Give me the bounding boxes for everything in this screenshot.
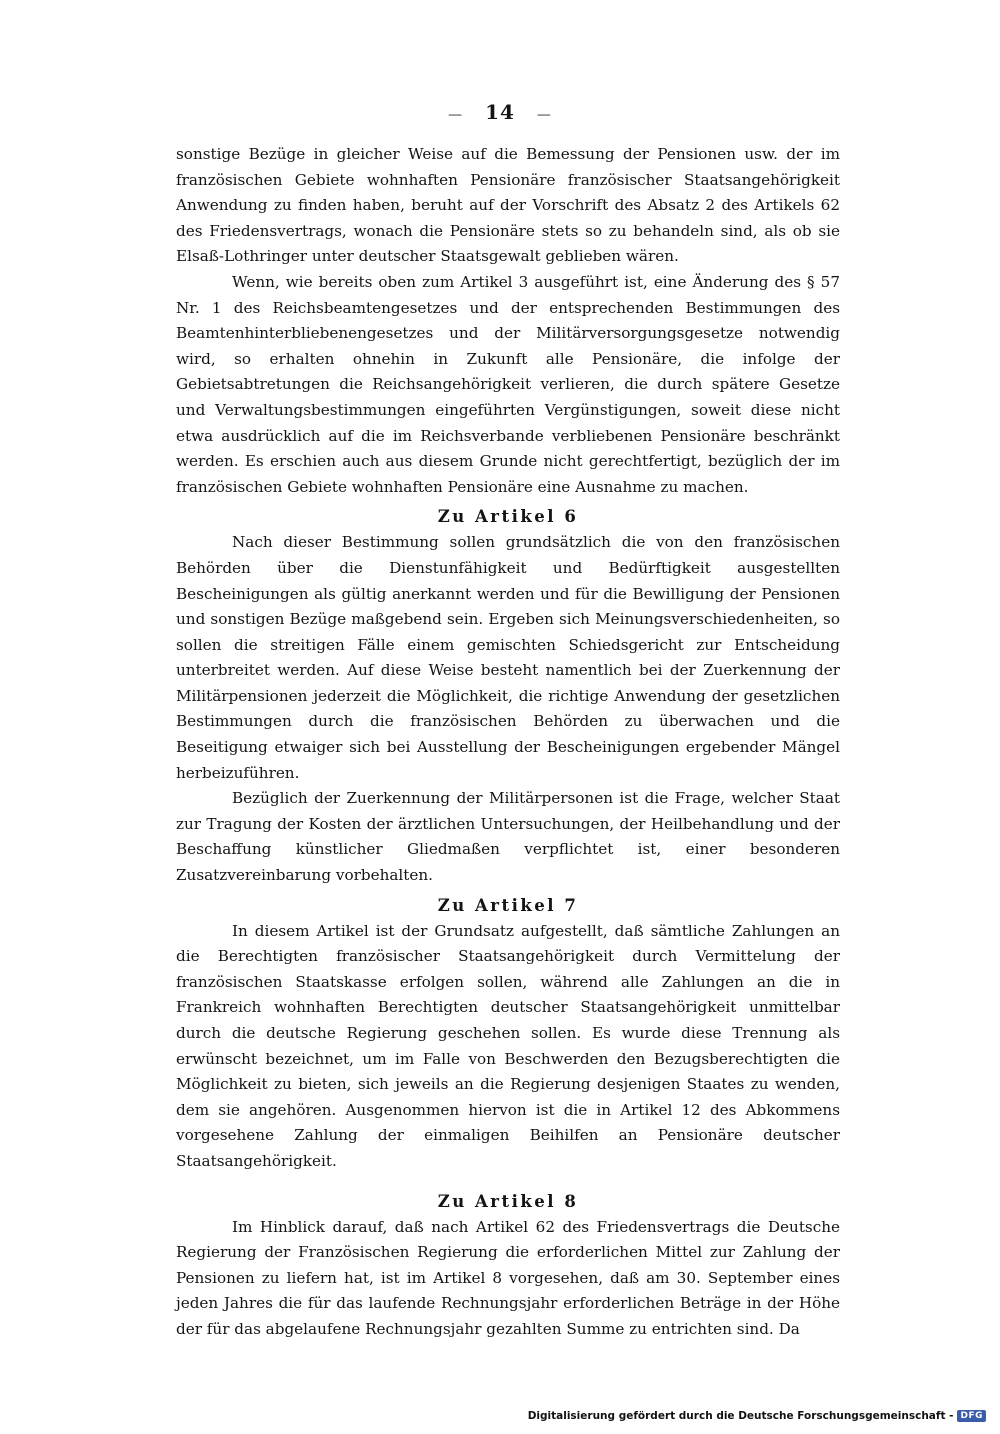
heading-article-7: Zu Artikel 7 <box>437 895 579 915</box>
paragraph-pension-reference: sonstige Bezüge in gleicher Weise auf die Bemessung der Pensionen usw. der im französischen Gebiete wohnhaften Pensionäre französischer Staatsangehörigkeit Anwendung zu finden haben, beruht auf der Vorschrift des Absatz 2 des Artikels 62 des Friedensvertrags, wonach die Pensionäre stets so zu behandeln sind, als ob sie Elsaß-Lothringer unter deutscher Staatsgewalt geblieben wären. <box>176 145 840 266</box>
footer-credit-text: Digitalisierung gefördert durch die Deutsche Forschungsgemeinschaft - <box>527 1410 954 1422</box>
header-dash-right: — <box>536 107 552 123</box>
paragraph-article-6-costs: Bezüglich der Zuerkennung der Militärpersonen ist die Frage, welcher Staat zur Tragung der Kosten der ärztlichen Untersuchungen, der Heilbehandlung und der Beschaffung künstlicher Gliedmaßen verpflichtet ist, einer besonderen Zusatzvereinbarung vorbehalten. <box>176 789 840 885</box>
paragraph-article-7-payments: In diesem Artikel ist der Grundsatz aufgestellt, daß sämtliche Zahlungen an die Berechtigten französischer Staatsangehörigkeit durch Vermittelung der französischen Staatskasse erfolgen sollen, während alle Zahlungen an die in Frankreich wohnhaften Berechtigten deutscher Staatsangehörigkeit unmittelbar durch die deutsche Regierung geschehen sollen. Es wurde diese Trennung als erwünscht bezeichnet, um im Falle von Beschwerden den Bezugsberechtigten die Möglichkeit zu bieten, sich jeweils an die Regierung desjenigen Staates zu wenden, dem sie angehören. Ausgenommen hiervon ist die in Artikel 12 des Abkommens vorgesehene Zahlung der einmaligen Beihilfen an Pensionäre deutscher Staatsangehörigkeit. <box>176 921 840 1170</box>
heading-article-6: Zu Artikel 6 <box>437 507 579 527</box>
heading-article-8: Zu Artikel 8 <box>437 1191 579 1211</box>
body-text <box>176 142 840 1343</box>
paragraph-article-8-funds: Im Hinblick darauf, daß nach Artikel 62 des Friedensvertrags die Deutsche Regierung der Französischen Regierung die erforderlichen Mittel zur Zahlung der Pensionen zu liefern hat, ist im Artikel 8 vorgesehen, daß am 30. September eines jeden Jahres die für das laufende Rechnungsjahr erforderlichen Beträge in der Höhe der für das abgelaufene Rechnungsjahr gezahlten Summe zu entrichten sind. Da <box>176 1217 840 1338</box>
page-number: 14 <box>485 100 515 124</box>
paragraph-law-amendment: Wenn, wie bereits oben zum Artikel 3 ausgeführt ist, eine Änderung des § 57 Nr. 1 des Reichsbeamtengesetzes und der entsprechenden Bestimmungen des Beamtenhinterbliebenengesetzes und der Militärversorgungsgesetze notwendig wird, so erhalten ohnehin in Zukunft alle Pensionäre, die infolge der Gebietsabtretungen die Reichsangehörigkeit verlieren, die durch spätere Gesetze und Verwaltungsbestimmungen eingeführten Vergünstigungen, soweit diese nicht etwa ausdrücklich auf die im Reichsverbande verbliebenen Pensionäre beschränkt werden. Es erschien auch aus diesem Grunde nicht gerechtfertigt, bezüglich der im französischen Gebiete wohnhaften Pensionäre eine Ausnahme zu machen. <box>176 272 840 496</box>
header-dash-left: — <box>448 107 464 123</box>
page-header <box>0 100 1000 124</box>
digitization-footer <box>528 1410 986 1422</box>
dfg-logo-icon: DFG <box>957 1410 986 1422</box>
paragraph-article-6-certificates: Nach dieser Bestimmung sollen grundsätzlich die von den französischen Behörden über die Dienstunfähigkeit und Bedürftigkeit ausgestellten Bescheinigungen als gültig anerkannt werden und für die Bewilligung der Pensionen und sonstigen Bezüge maßgebend sein. Ergeben sich Meinungsverschiedenheiten, so sollen die streitigen Fälle einem gemischten Schiedsgericht zur Entscheidung unterbreitet werden. Auf diese Weise besteht namentlich bei der Zuerkennung der Militärpensionen jederzeit die Möglichkeit, die richtige Anwendung der gesetzlichen Bestimmungen durch die französischen Behörden zu überwachen und die Beseitigung etwaiger sich bei Ausstellung der Bescheinigungen ergebender Mängel herbeizuführen. <box>176 533 840 782</box>
